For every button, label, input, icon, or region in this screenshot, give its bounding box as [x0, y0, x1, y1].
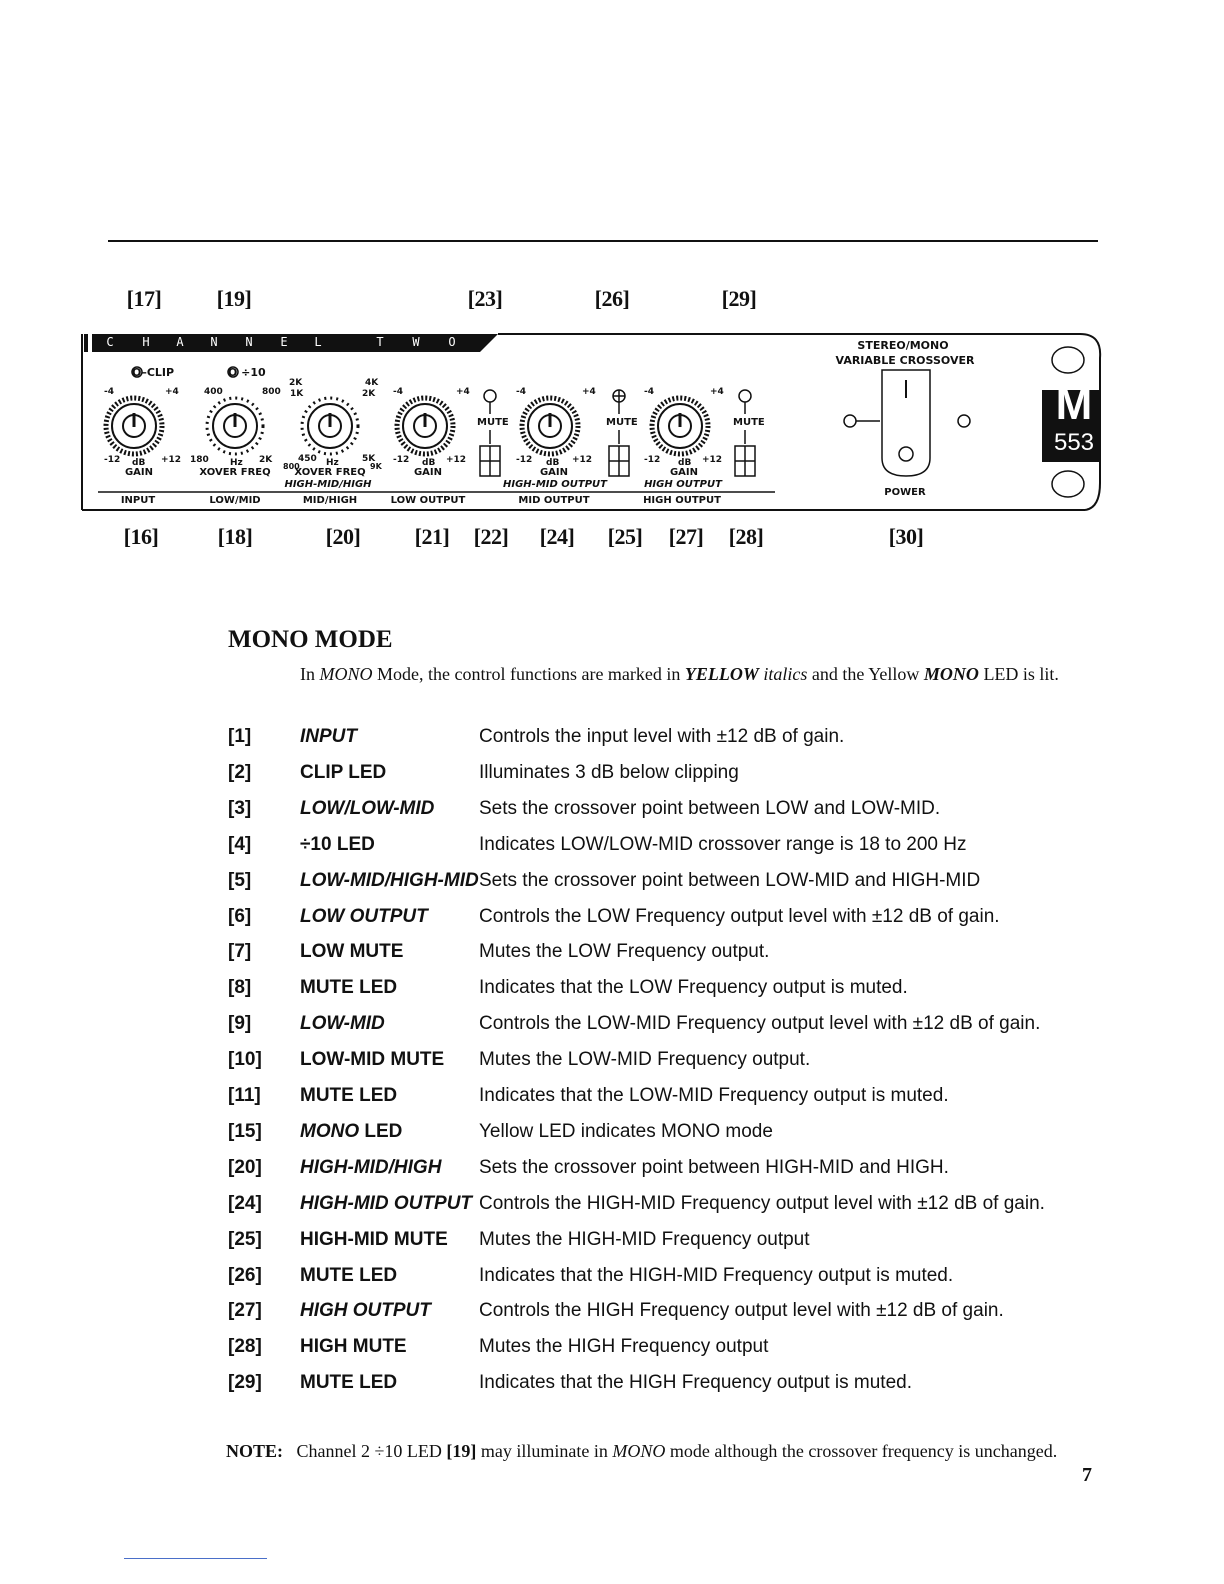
intro-text: In MONO Mode, the control functions are marked in YELLOW italics and the Yellow MONO LED is lit. [300, 664, 1059, 684]
section-low-output: LOW OUTPUT [390, 495, 466, 506]
item-term: HIGH OUTPUT [300, 1300, 431, 1322]
callout-16: [16] [123, 524, 159, 549]
item-term: LOW/LOW-MID [300, 797, 435, 819]
stereo-led [1052, 347, 1084, 373]
scale-label: +12 [446, 455, 467, 465]
item-description: Mutes the LOW Frequency output. [479, 941, 770, 963]
mute-label: MUTE [606, 417, 638, 428]
logo-m: M [1055, 380, 1093, 429]
channel-letter: N [210, 335, 218, 349]
item-number: [9] [228, 1013, 252, 1035]
item-term: LOW-MID MUTE [300, 1049, 445, 1071]
item-description: Controls the input level with ±12 dB of gain. [479, 726, 845, 747]
scale-label: +4 [710, 387, 724, 397]
freq-label: 400 [204, 387, 223, 397]
scale-label: -4 [644, 387, 654, 397]
scale-label: +4 [165, 387, 179, 397]
scale-label: -4 [393, 387, 403, 397]
item-description: Mutes the HIGH-MID Frequency output [479, 1228, 810, 1250]
item-number: [10] [228, 1049, 262, 1071]
callout-21: [21] [414, 524, 450, 549]
mute-label: MUTE [733, 417, 765, 428]
item-term: MUTE LED [300, 977, 398, 999]
freq-label: 5K [362, 454, 376, 464]
channel-bar [92, 334, 498, 352]
item-number: [5] [228, 869, 252, 891]
item-term: LOW OUTPUT [300, 905, 428, 927]
item-number: [26] [228, 1264, 262, 1286]
item-term: LOW-MID/HIGH-MID [300, 869, 479, 891]
item-number: [15] [228, 1120, 262, 1142]
item-description: Mutes the LOW-MID Frequency output. [479, 1049, 811, 1071]
item-term: LOW MUTE [300, 941, 404, 963]
freq-label: 2K [362, 389, 376, 399]
item-term: ÷10 LED [300, 833, 375, 855]
item-description: Yellow LED indicates MONO mode [479, 1120, 773, 1142]
item-term: LOW-MID [300, 1013, 385, 1035]
hi-mid-output-caption: HIGH-MID OUTPUT [503, 479, 607, 490]
freq-label: 180 [190, 455, 209, 465]
clip-label: O–CLIP [132, 366, 175, 379]
item-number: [25] [228, 1228, 262, 1250]
gain-caption: GAIN [539, 467, 569, 478]
knob-mid-output [522, 398, 578, 454]
item-description: Sets the crossover point between LOW-MID and HIGH-MID [479, 869, 981, 891]
gain-caption: GAIN [413, 467, 443, 478]
callout-29: [29] [721, 286, 757, 311]
gain-caption: GAIN [124, 467, 154, 478]
xover-caption: XOVER FREQ [199, 467, 271, 478]
callout-24: [24] [539, 524, 575, 549]
freq-label: 9K [370, 462, 382, 471]
item-number: [20] [228, 1156, 262, 1178]
item-term: INPUT [300, 726, 357, 747]
item-description: Controls the HIGH-MID Frequency output level with ±12 dB of gain. [479, 1192, 1045, 1214]
freq-label: 450 [298, 454, 317, 464]
div10-label: O ÷10 [228, 366, 266, 379]
item-description: Mutes the HIGH Frequency output [479, 1336, 769, 1358]
item-number: [4] [228, 833, 252, 855]
mute-label: MUTE [477, 417, 509, 428]
item-term: MUTE LED [300, 1085, 398, 1106]
high-output-caption: HIGH OUTPUT [644, 479, 722, 490]
item-term: HIGH-MID/HIGH [300, 1156, 442, 1178]
hi-mid-hi-caption: HIGH-MID/HIGH [284, 479, 372, 490]
item-number: [28] [228, 1336, 262, 1358]
knob-low-output [397, 398, 453, 454]
scale-label: -12 [644, 455, 661, 465]
callout-26: [26] [594, 286, 630, 311]
top-rule [108, 240, 1098, 242]
item-term: HIGH-MID MUTE [300, 1228, 448, 1250]
callout-19: [19] [216, 286, 252, 311]
knob-input-gain [106, 398, 162, 454]
power-switch [844, 370, 970, 476]
item-description: Controls the LOW-MID Frequency output level with ±12 dB of gain. [479, 1013, 1041, 1035]
item-description: Indicates that the LOW-MID Frequency output is muted. [479, 1085, 949, 1106]
item-term: HIGH MUTE [300, 1336, 407, 1358]
channel-letter: N [245, 335, 253, 349]
item-number: [8] [228, 977, 252, 999]
db-label: dB [132, 458, 146, 468]
mono-led [1052, 471, 1084, 497]
freq-label: 4K [365, 378, 379, 388]
item-description: Illuminates 3 dB below clipping [479, 761, 739, 783]
stereo-mono-label: STEREO/MONO [857, 339, 949, 352]
item-term: MONO LED [300, 1120, 403, 1142]
logo-553: 553 [1053, 429, 1095, 456]
freq-label: 2K [289, 378, 303, 388]
callout-28: [28] [728, 524, 764, 549]
item-number: [11] [228, 1085, 261, 1106]
section-mid-output: MID OUTPUT [518, 495, 590, 506]
item-number: [27] [228, 1300, 262, 1322]
xover-caption: XOVER FREQ [294, 467, 366, 478]
section-high-output: HIGH OUTPUT [643, 495, 721, 506]
freq-label: 800 [262, 387, 281, 397]
power-label: POWER [884, 487, 926, 498]
knob-low-mid-xover [207, 398, 263, 454]
item-description: Indicates that the HIGH-MID Frequency output is muted. [479, 1264, 954, 1286]
page-number: 7 [1082, 1464, 1092, 1486]
knob-mid-high-xover [302, 398, 358, 454]
channel-letter: C [106, 335, 114, 349]
item-number: [1] [228, 726, 252, 747]
channel-letter: H [142, 335, 150, 349]
item-description: Controls the HIGH Frequency output level with ±12 dB of gain. [479, 1300, 1004, 1322]
channel-letter: T [376, 335, 384, 349]
item-number: [7] [228, 941, 252, 963]
scale-label: +12 [161, 455, 182, 465]
gain-caption: GAIN [669, 467, 699, 478]
item-term: MUTE LED [300, 1264, 398, 1286]
item-description: Indicates that the LOW Frequency output is muted. [479, 977, 908, 999]
db-label: dB [422, 458, 436, 468]
scale-label: -12 [104, 455, 121, 465]
callout-23: [23] [467, 286, 503, 311]
section-low-mid: LOW/MID [209, 495, 261, 506]
note: NOTE: Channel 2 ÷10 LED [19] may illuminate in MONO mode although the crossover frequency is unchanged. [226, 1441, 1058, 1461]
item-description: Sets the crossover point between HIGH-MID and HIGH. [479, 1156, 949, 1178]
item-number: [29] [228, 1372, 262, 1394]
knob-high-output [652, 398, 708, 454]
scale-label: -4 [104, 387, 114, 397]
callout-17: [17] [126, 286, 162, 311]
section-title: MONO MODE [228, 626, 393, 653]
hz-label: Hz [230, 458, 243, 468]
freq-label: 2K [259, 455, 273, 465]
callout-30: [30] [888, 524, 924, 549]
callout-25: [25] [607, 524, 643, 549]
footer-line [124, 1558, 267, 1559]
channel-letter: O [448, 335, 456, 349]
section-input: INPUT [120, 495, 156, 506]
callout-18: [18] [217, 524, 253, 549]
item-description: Indicates LOW/LOW-MID crossover range is 18 to 200 Hz [479, 833, 967, 855]
item-term: MUTE LED [300, 1372, 398, 1394]
scale-label: +4 [582, 387, 596, 397]
item-number: [24] [228, 1192, 262, 1214]
callout-27: [27] [668, 524, 704, 549]
section-mid-high: MID/HIGH [302, 495, 358, 506]
scale-label: -4 [516, 387, 526, 397]
hz-label: Hz [326, 458, 339, 468]
item-description: Indicates that the HIGH Frequency output is muted. [479, 1372, 913, 1394]
channel-letter: A [176, 335, 184, 349]
scale-label: -12 [393, 455, 410, 465]
callout-20: [20] [325, 524, 361, 549]
scale-label: +12 [702, 455, 723, 465]
item-number: [2] [228, 761, 252, 783]
channel-letter: E [280, 335, 288, 349]
variable-crossover-label: VARIABLE CROSSOVER [835, 354, 975, 367]
channel-letter: L [314, 335, 322, 349]
item-description: Controls the LOW Frequency output level with ±12 dB of gain. [479, 905, 1000, 927]
item-number: [6] [228, 905, 252, 927]
freq-label: 800 [283, 462, 300, 471]
scale-label: +12 [572, 455, 593, 465]
channel-letter: W [412, 335, 420, 349]
callout-22: [22] [473, 524, 509, 549]
db-label: dB [678, 458, 692, 468]
db-label: dB [546, 458, 560, 468]
item-term: HIGH-MID OUTPUT [300, 1192, 473, 1214]
item-term: CLIP LED [300, 761, 387, 783]
freq-label: 1K [290, 389, 304, 399]
item-number: [3] [228, 797, 252, 819]
item-description: Sets the crossover point between LOW and LOW-MID. [479, 797, 941, 819]
scale-label: +4 [456, 387, 470, 397]
scale-label: -12 [516, 455, 533, 465]
